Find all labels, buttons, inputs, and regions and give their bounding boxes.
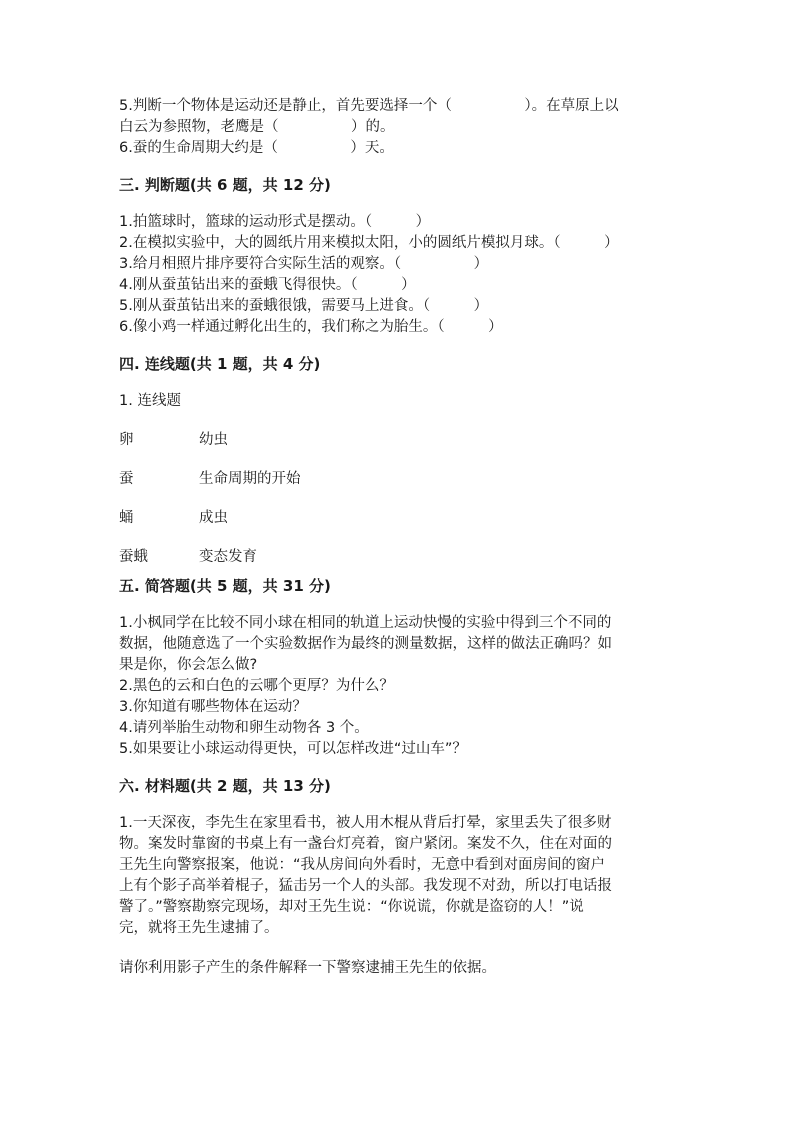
fill-in-blank-continuation [119, 96, 679, 159]
list-item: 1.拍篮球时，篮球的运动形式是摆动。（ ） [119, 214, 431, 230]
passage-line: 物。案发时靠窗的书桌上有一盏台灯亮着，窗户紧闭。案发不久，住在对面的 [119, 836, 612, 852]
matching-right-term: 生命周期的开始 [199, 471, 301, 487]
list-item: 5.如果要让小球运动得更快，可以怎样改进“过山车”？ [119, 741, 467, 757]
passage-line: 完，就将王先生逮捕了。 [119, 920, 279, 936]
matching-row [119, 508, 679, 529]
list-item: 果是你，你会怎么做? [119, 657, 258, 673]
short-answer-list [119, 613, 679, 760]
matching-left-term: 蚕 [119, 471, 134, 487]
matching-right-term: 成虫 [199, 510, 228, 526]
section-heading-true-false: 三. 判断题(共 6 题，共 12 分) [119, 176, 331, 194]
material-question: 请你利用影子产生的条件解释一下警察逮捕王先生的依据。 [119, 960, 496, 976]
matching-left-term: 蚕蛾 [119, 549, 148, 565]
list-item: 2.在模拟实验中，大的圆纸片用来模拟太阳，小的圆纸片模拟月球。（ ） [119, 235, 619, 251]
passage-line: 上有个影子高举着棍子，猛击另一个人的头部。我发现不对劲，所以打电话报 [119, 878, 612, 894]
matching-right-term: 变态发育 [199, 549, 257, 565]
list-item: 4.请列举胎生动物和卵生动物各 3 个。 [119, 720, 369, 736]
matching-left-term: 卵 [119, 432, 134, 448]
list-item: 2.黑色的云和白色的云哪个更厚？为什么？ [119, 678, 394, 694]
list-item: 数据，他随意选了一个实验数据作为最终的测量数据，这样的做法正确吗？如 [119, 636, 612, 652]
matching-row [119, 547, 679, 568]
matching-right-term: 幼虫 [199, 432, 228, 448]
list-item: 6.像小鸡一样通过孵化出生的，我们称之为胎生。（ ） [119, 319, 503, 335]
question-title: 1. 连线题 [119, 393, 181, 409]
section-heading-matching: 四. 连线题(共 1 题，共 4 分) [119, 355, 321, 373]
list-item: 3.你知道有哪些物体在运动？ [119, 699, 307, 715]
section-heading-material: 六. 材料题(共 2 题，共 13 分) [119, 777, 331, 795]
material-passage [119, 813, 679, 939]
passage-line: 1.一天深夜，李先生在家里看书，被人用木棍从背后打晕，家里丢失了很多财 [119, 815, 612, 831]
list-item: 3.给月相照片排序要符合实际生活的观察。（ ） [119, 256, 489, 272]
question-line: 5.判断一个物体是运动还是静止，首先要选择一个（ ）。在草原上以 [119, 98, 619, 114]
list-item: 4.刚从蚕茧钻出来的蚕蛾飞得很快。（ ） [119, 277, 416, 293]
question-line: 6.蚕的生命周期大约是（ ）天。 [119, 140, 394, 156]
list-item: 5.刚从蚕茧钻出来的蚕蛾很饿，需要马上进食。（ ） [119, 298, 489, 314]
true-false-list [119, 212, 679, 338]
question-line: 白云为参照物，老鹰是（ ）的。 [119, 119, 395, 135]
section-heading-short-answer: 五. 简答题(共 5 题，共 31 分) [119, 577, 331, 595]
matching-pairs [119, 430, 679, 568]
matching-left-term: 蛹 [119, 510, 134, 526]
passage-line: 王先生向警察报案，他说：“我从房间向外看时，无意中看到对面房间的窗户 [119, 857, 606, 873]
matching-row [119, 430, 679, 451]
passage-line: 警了。”警察勘察完现场，却对王先生说：“你说谎，你就是盗窃的人！”说 [119, 899, 584, 915]
matching-row [119, 469, 679, 490]
list-item: 1.小枫同学在比较不同小球在相同的轨道上运动快慢的实验中得到三个不同的 [119, 615, 612, 631]
exam-page [119, 96, 679, 979]
